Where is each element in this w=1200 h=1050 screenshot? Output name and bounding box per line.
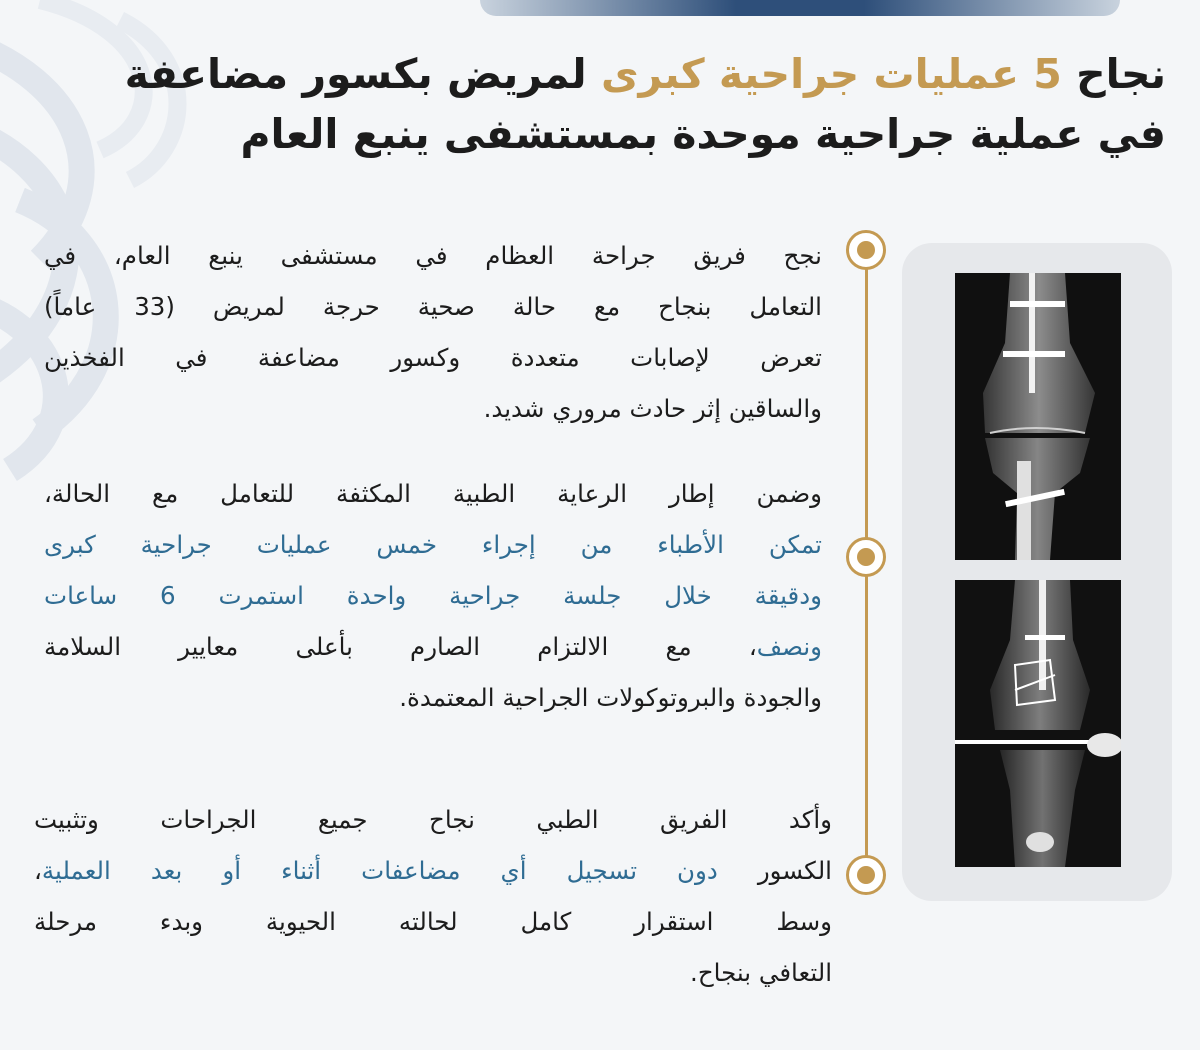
paragraph-1	[44, 230, 822, 434]
title-start: نجاح	[1061, 50, 1166, 98]
paragraph-text: ، مع الالتزام الصارم بأعلى معايير السلامة	[44, 632, 757, 661]
top-brand-bar	[480, 0, 1120, 16]
paragraph-line: نجح فريق جراحة العظام في مستشفى ينبع العام، في	[44, 241, 822, 270]
paragraph-line: التعافي بنجاح.	[690, 958, 832, 987]
title-highlight: 5 عمليات جراحية كبرى	[600, 50, 1062, 98]
paragraph-line: وأكد الفريق الطبي نجاح جميع الجراحات وتثبيت	[34, 805, 832, 834]
highlight-text: دون تسجيل أي مضاعفات أثناء أو بعد العملية	[41, 856, 718, 885]
paragraph-2	[44, 468, 822, 723]
knee-xray-top-image	[955, 273, 1121, 560]
timeline-dot-icon	[846, 855, 886, 895]
page-title	[124, 44, 1166, 164]
title-end: لمريض بكسور مضاعفة	[124, 50, 601, 98]
paragraph-line: وسط استقرار كامل لحالته الحيوية وبدء مرحلة	[34, 907, 832, 936]
paragraph-line-highlight: تمكن الأطباء من إجراء خمس عمليات جراحية كبرى	[44, 530, 822, 559]
paragraph-text: ،	[34, 856, 42, 885]
paragraph-line: والجودة والبروتوكولات الجراحية المعتمدة.	[399, 683, 822, 712]
paragraph-3	[34, 794, 832, 998]
paragraph-line: التعامل بنجاح مع حالة صحية حرجة لمريض (33 عاماً)	[44, 292, 822, 321]
paragraph-line	[34, 845, 832, 896]
paragraph-line-highlight: ودقيقة خلال جلسة جراحية واحدة استمرت 6 ساعات	[44, 581, 822, 610]
knee-xray-bottom-image	[955, 580, 1121, 867]
paragraph-line: تعرض لإصابات متعددة وكسور مضاعفة في الفخذين	[44, 343, 822, 372]
timeline-dot-icon	[846, 537, 886, 577]
highlight-text: ونصف	[756, 632, 822, 661]
paragraph-line: والساقين إثر حادث مروري شديد.	[483, 394, 822, 423]
paragraph-text: الكسور	[717, 856, 832, 885]
title-line-2: في عملية جراحية موحدة بمستشفى ينبع العام	[240, 110, 1166, 158]
paragraph-line: وضمن إطار الرعاية الطبية المكثفة للتعامل مع الحالة،	[44, 479, 822, 508]
timeline-dot-icon	[846, 230, 886, 270]
paragraph-line	[44, 621, 822, 672]
title-line-1	[124, 44, 1166, 104]
